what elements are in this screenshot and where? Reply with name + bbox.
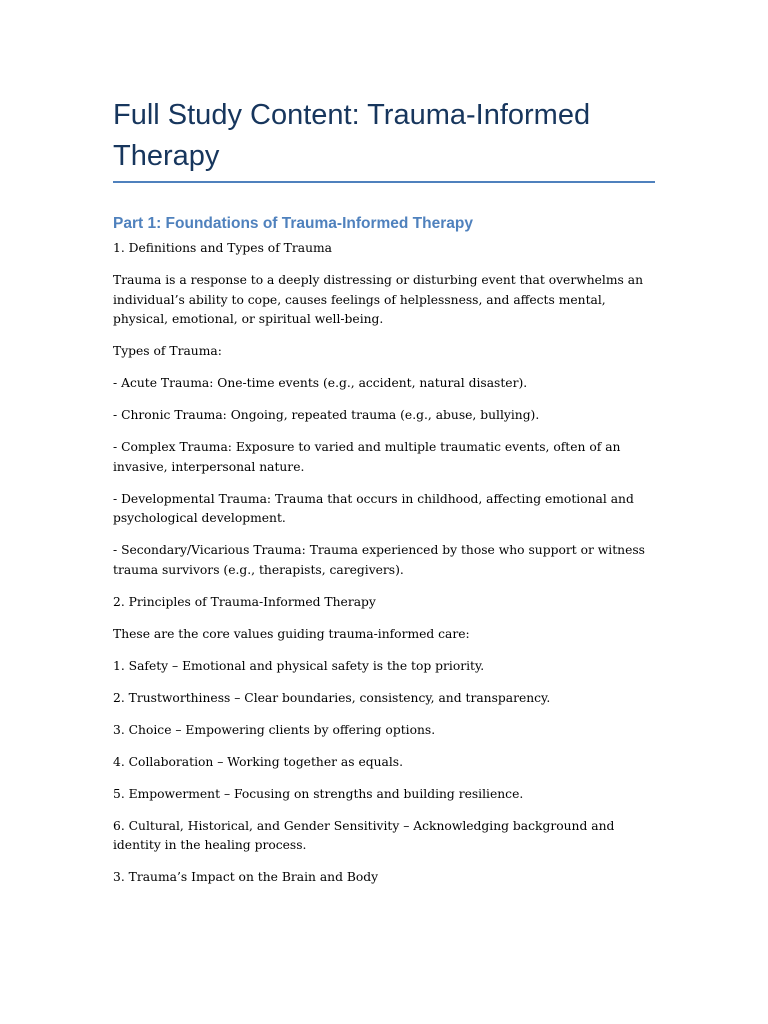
list-item-secondary-trauma: - Secondary/Vicarious Trauma: Trauma experienced by those who support or witness trauma survivors (e.g., therapists, caregivers). xyxy=(113,543,645,577)
list-item-empowerment: 5. Empowerment – Focusing on strengths and building resilience. xyxy=(113,786,524,801)
paragraph-trauma-definition: Trauma is a response to a deeply distressing or disturbing event that overwhelms an individual’s ability to cope, causes feelings of helplessness, and affects mental, physical, emotional, or spiritual well-being. xyxy=(113,273,643,326)
list-item-trustworthiness: 2. Trustworthiness – Clear boundaries, consistency, and transparency. xyxy=(113,690,551,705)
list-item-choice: 3. Choice – Empowering clients by offering options. xyxy=(113,722,436,737)
list-item-safety: 1. Safety – Emotional and physical safety is the top priority. xyxy=(113,658,485,673)
part-heading: Part 1: Foundations of Trauma-Informed Therapy xyxy=(113,215,473,232)
list-item-developmental-trauma: - Developmental Trauma: Trauma that occurs in childhood, affecting emotional and psychological development. xyxy=(113,491,634,525)
subsection-heading-definitions: 1. Definitions and Types of Trauma xyxy=(113,241,332,255)
list-item-cultural-sensitivity: 6. Cultural, Historical, and Gender Sensitivity – Acknowledging background and identity in the healing process. xyxy=(113,818,615,852)
paragraph-core-values: These are the core values guiding trauma-informed care: xyxy=(113,626,470,641)
list-item-acute-trauma: - Acute Trauma: One-time events (e.g., accident, natural disaster). xyxy=(113,376,528,390)
list-item-collaboration: 4. Collaboration – Working together as equals. xyxy=(113,754,403,769)
subsection-heading-impact: 3. Trauma’s Impact on the Brain and Body xyxy=(113,870,379,884)
document-body xyxy=(113,95,655,888)
paragraph-types-label: Types of Trauma: xyxy=(113,344,222,358)
document-title: Full Study Content: Trauma-Informed Therapy xyxy=(113,95,655,183)
list-item-complex-trauma: - Complex Trauma: Exposure to varied and multiple traumatic events, often of an invasive, interpersonal nature. xyxy=(113,440,621,474)
subsection-heading-principles: 2. Principles of Trauma-Informed Therapy xyxy=(113,594,376,609)
list-item-chronic-trauma: - Chronic Trauma: Ongoing, repeated trauma (e.g., abuse, bullying). xyxy=(113,408,540,422)
